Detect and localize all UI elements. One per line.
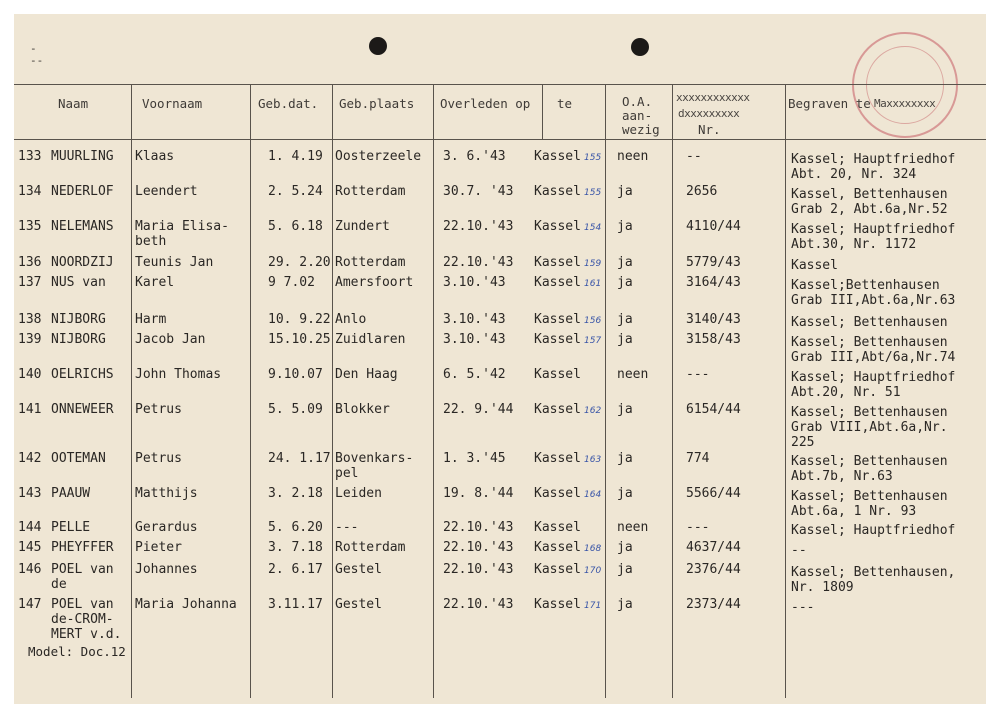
cell-te: Kassel <box>534 486 581 501</box>
cell-begraven: Kassel; Hauptfriedhof <box>791 370 956 385</box>
cell-te: Kassel <box>534 520 581 535</box>
row-number: 137 <box>18 275 42 290</box>
cell-gebplaats: Anlo <box>335 312 367 327</box>
cell-overleden: 3.10.'43 <box>443 332 506 347</box>
cell-aanwezig: ja <box>617 255 633 270</box>
form-model-label: Model: Doc.12 <box>28 644 126 659</box>
row-number: 146 <box>18 562 42 577</box>
handwritten-annotation: 159 <box>584 259 602 269</box>
cell-te: Kassel <box>534 402 581 417</box>
column-divider <box>332 84 333 698</box>
cell-begraven: Kassel, Bettenhausen <box>791 187 948 202</box>
header-struck-text: xxxxxxxxxxxx <box>676 91 750 104</box>
header-aan: aan- <box>622 108 653 123</box>
cell-te: Kassel <box>534 540 581 555</box>
cell-gebplaats: --- <box>335 520 359 535</box>
cell-aanwezig: ja <box>617 219 633 234</box>
row-number: 139 <box>18 332 42 347</box>
cell-voornaam: Johannes <box>135 562 198 577</box>
cell-gebplaats: Gestel <box>335 562 382 577</box>
cell-overleden: 3.10.'43 <box>443 312 506 327</box>
row-number: 134 <box>18 184 42 199</box>
cell-overleden: 19. 8.'44 <box>443 486 514 501</box>
handwritten-annotation: 154 <box>584 223 602 233</box>
cell-aanwezig: ja <box>617 275 633 290</box>
handwritten-annotation: 168 <box>584 544 602 554</box>
handwritten-annotation: 162 <box>584 406 602 416</box>
cell-begraven: Kassel; Bettenhausen <box>791 315 948 330</box>
cell-te: Kassel <box>534 275 581 290</box>
cell-gebplaats: Den Haag <box>335 367 398 382</box>
cell-gebdat: 5. 6.18 <box>268 219 323 234</box>
header-struck-text: Maxxxxxxxx <box>874 97 936 110</box>
header-top-rule <box>14 84 986 85</box>
handwritten-annotation: 163 <box>584 455 602 465</box>
cell-voornaam: Jacob Jan <box>135 332 206 347</box>
cell-naam: POEL van <box>51 597 114 612</box>
cell-gebdat: 2. 6.17 <box>268 562 323 577</box>
cell-nr: 2656 <box>686 184 718 199</box>
cell-aanwezig: neen <box>617 520 649 535</box>
cell-gebdat: 3.11.17 <box>268 597 323 612</box>
header-gebplaats: Geb.plaats <box>339 96 415 111</box>
column-divider <box>542 84 543 140</box>
cell-nr: 3164/43 <box>686 275 741 290</box>
cell-gebplaats: Rotterdam <box>335 184 406 199</box>
cell-voornaam: Petrus <box>135 451 182 466</box>
cell-te: Kassel <box>534 562 581 577</box>
handwritten-annotation: 155 <box>584 188 602 198</box>
cell-aanwezig: ja <box>617 184 633 199</box>
cell-begraven: Abt. 20, Nr. 324 <box>791 167 917 182</box>
cell-te: Kassel <box>534 149 581 164</box>
cell-naam: NIJBORG <box>51 312 106 327</box>
cell-naam: PELLE <box>51 520 91 535</box>
cell-begraven: 225 <box>791 435 815 450</box>
row-number: 140 <box>18 367 42 382</box>
margin-mark: - <box>30 42 37 55</box>
cell-nr: 3140/43 <box>686 312 741 327</box>
cell-overleden: 30.7. '43 <box>443 184 514 199</box>
row-number: 135 <box>18 219 42 234</box>
cell-te: Kassel <box>534 184 581 199</box>
cell-voornaam: Pieter <box>135 540 182 555</box>
cell-te: Kassel <box>534 312 581 327</box>
cell-naam: MERT v.d. <box>51 627 122 642</box>
cell-gebdat: 9 7.02 <box>268 275 315 290</box>
column-divider <box>605 84 606 698</box>
cell-voornaam: Gerardus <box>135 520 198 535</box>
cell-begraven: -- <box>791 543 807 558</box>
cell-gebdat: 29. 2.20 <box>268 255 331 270</box>
cell-begraven: Nr. 1809 <box>791 580 854 595</box>
cell-nr: 4110/44 <box>686 219 741 234</box>
cell-aanwezig: ja <box>617 540 633 555</box>
cell-nr: 2376/44 <box>686 562 741 577</box>
cell-te: Kassel <box>534 332 581 347</box>
header-oa: O.A. <box>622 94 653 109</box>
cell-voornaam: Harm <box>135 312 167 327</box>
cell-voornaam: Leendert <box>135 184 198 199</box>
cell-voornaam: Maria Johanna <box>135 597 237 612</box>
cell-begraven: Grab 2, Abt.6a,Nr.52 <box>791 202 948 217</box>
cell-nr: 3158/43 <box>686 332 741 347</box>
row-number: 133 <box>18 149 42 164</box>
handwritten-annotation: 161 <box>584 279 602 289</box>
handwritten-annotation: 157 <box>584 336 602 346</box>
cell-naam: PHEYFFER <box>51 540 114 555</box>
cell-naam: PAAUW <box>51 486 91 501</box>
archive-stamp <box>852 32 958 138</box>
header-bottom-rule <box>14 139 986 140</box>
punch-hole <box>369 37 387 55</box>
cell-naam: OELRICHS <box>51 367 114 382</box>
cell-gebplaats: Blokker <box>335 402 390 417</box>
cell-begraven: Abt.30, Nr. 1172 <box>791 237 917 252</box>
cell-begraven: Grab VIII,Abt.6a,Nr. <box>791 420 948 435</box>
cell-aanwezig: neen <box>617 367 649 382</box>
cell-naam: NOORDZIJ <box>51 255 114 270</box>
cell-begraven: Kassel; Bettenhausen <box>791 454 948 469</box>
cell-begraven: Kassel; Hauptfriedhof <box>791 222 956 237</box>
cell-overleden: 1. 3.'45 <box>443 451 506 466</box>
column-divider <box>672 84 673 698</box>
cell-begraven: Kassel; Hauptfriedhof <box>791 152 956 167</box>
cell-begraven: Kassel <box>791 258 838 273</box>
cell-gebdat: 24. 1.17 <box>268 451 331 466</box>
cell-aanwezig: ja <box>617 312 633 327</box>
cell-aanwezig: ja <box>617 451 633 466</box>
cell-aanwezig: ja <box>617 597 633 612</box>
cell-begraven: Kassel; Bettenhausen <box>791 335 948 350</box>
cell-gebdat: 10. 9.22 <box>268 312 331 327</box>
header-naam: Naam <box>58 96 89 111</box>
handwritten-annotation: 156 <box>584 316 602 326</box>
cell-begraven: Kassel; Bettenhausen <box>791 405 948 420</box>
cell-gebplaats: Leiden <box>335 486 382 501</box>
column-divider <box>250 84 251 698</box>
row-number: 142 <box>18 451 42 466</box>
cell-te: Kassel <box>534 219 581 234</box>
handwritten-annotation: 171 <box>584 601 602 611</box>
cell-voornaam: Maria Elisa- <box>135 219 229 234</box>
cell-gebdat: 9.10.07 <box>268 367 323 382</box>
column-divider <box>131 84 132 698</box>
cell-gebplaats: Rotterdam <box>335 255 406 270</box>
cell-naam: NEDERLOF <box>51 184 114 199</box>
cell-begraven: Abt.7b, Nr.63 <box>791 469 893 484</box>
cell-aanwezig: ja <box>617 562 633 577</box>
cell-naam: MUURLING <box>51 149 114 164</box>
cell-gebplaats: Zuidlaren <box>335 332 406 347</box>
cell-overleden: 6. 5.'42 <box>443 367 506 382</box>
cell-gebplaats: Rotterdam <box>335 540 406 555</box>
cell-nr: 5779/43 <box>686 255 741 270</box>
column-divider <box>433 84 434 698</box>
row-number: 136 <box>18 255 42 270</box>
cell-gebplaats: Oosterzeele <box>335 149 422 164</box>
cell-gebdat: 3. 7.18 <box>268 540 323 555</box>
handwritten-annotation: 170 <box>584 566 602 576</box>
cell-te: Kassel <box>534 451 581 466</box>
row-number: 145 <box>18 540 42 555</box>
cell-nr: 774 <box>686 451 710 466</box>
header-wezig: wezig <box>622 122 660 137</box>
cell-nr: 4637/44 <box>686 540 741 555</box>
cell-gebdat: 15.10.25 <box>268 332 331 347</box>
row-number: 147 <box>18 597 42 612</box>
cell-naam: NUS van <box>51 275 106 290</box>
cell-begraven: Grab III,Abt.6a,Nr.63 <box>791 293 956 308</box>
cell-begraven: Abt.6a, 1 Nr. 93 <box>791 504 917 519</box>
cell-naam: NELEMANS <box>51 219 114 234</box>
cell-overleden: 22.10.'43 <box>443 562 514 577</box>
cell-voornaam: John Thomas <box>135 367 222 382</box>
cell-aanwezig: ja <box>617 332 633 347</box>
cell-voornaam: beth <box>135 234 167 249</box>
cell-gebplaats: pel <box>335 466 359 481</box>
cell-naam: POEL van <box>51 562 114 577</box>
cell-voornaam: Teunis Jan <box>135 255 214 270</box>
row-number: 143 <box>18 486 42 501</box>
cell-naam: ONNEWEER <box>51 402 114 417</box>
cell-te: Kassel <box>534 597 581 612</box>
cell-overleden: 3. 6.'43 <box>443 149 506 164</box>
cell-te: Kassel <box>534 255 581 270</box>
cell-aanwezig: ja <box>617 402 633 417</box>
cell-aanwezig: neen <box>617 149 649 164</box>
header-struck-text: dxxxxxxxxx <box>678 107 740 120</box>
cell-gebplaats: Bovenkars- <box>335 451 414 466</box>
header-overleden-op: Overleden op <box>440 96 531 111</box>
punch-hole <box>631 38 649 56</box>
cell-begraven: Kassel; Hauptfriedhof <box>791 523 956 538</box>
cell-nr: -- <box>686 149 702 164</box>
cell-begraven: Kassel;Bettenhausen <box>791 278 940 293</box>
handwritten-annotation: 155 <box>584 153 602 163</box>
cell-gebdat: 5. 6.20 <box>268 520 323 535</box>
cell-overleden: 3.10.'43 <box>443 275 506 290</box>
cell-nr: --- <box>686 367 710 382</box>
cell-gebdat: 5. 5.09 <box>268 402 323 417</box>
header-begraven-te: Begraven te <box>788 96 871 111</box>
cell-naam: de-CROM- <box>51 612 114 627</box>
header-voornaam: Voornaam <box>142 96 203 111</box>
cell-overleden: 22.10.'43 <box>443 520 514 535</box>
cell-overleden: 22.10.'43 <box>443 255 514 270</box>
margin-mark: -- <box>30 54 44 67</box>
header-nr: Nr. <box>698 122 721 137</box>
cell-gebdat: 2. 5.24 <box>268 184 323 199</box>
column-divider <box>785 84 786 698</box>
cell-voornaam: Klaas <box>135 149 175 164</box>
cell-overleden: 22. 9.'44 <box>443 402 514 417</box>
cell-gebplaats: Zundert <box>335 219 390 234</box>
cell-voornaam: Matthijs <box>135 486 198 501</box>
cell-begraven: Kassel; Bettenhausen, <box>791 565 956 580</box>
cell-begraven: Abt.20, Nr. 51 <box>791 385 901 400</box>
cell-nr: --- <box>686 520 710 535</box>
cell-gebplaats: Amersfoort <box>335 275 414 290</box>
cell-naam: de <box>51 577 67 592</box>
cell-overleden: 22.10.'43 <box>443 540 514 555</box>
cell-overleden: 22.10.'43 <box>443 219 514 234</box>
cell-begraven: Kassel; Bettenhausen <box>791 489 948 504</box>
row-number: 138 <box>18 312 42 327</box>
row-number: 144 <box>18 520 42 535</box>
cell-voornaam: Petrus <box>135 402 182 417</box>
row-number: 141 <box>18 402 42 417</box>
cell-begraven: --- <box>791 600 815 615</box>
cell-naam: NIJBORG <box>51 332 106 347</box>
cell-naam: OOTEMAN <box>51 451 106 466</box>
header-te: te <box>557 96 573 111</box>
header-gebdat: Geb.dat. <box>258 96 319 111</box>
handwritten-annotation: 164 <box>584 490 602 500</box>
cell-voornaam: Karel <box>135 275 175 290</box>
cell-nr: 6154/44 <box>686 402 741 417</box>
cell-gebplaats: Gestel <box>335 597 382 612</box>
cell-overleden: 22.10.'43 <box>443 597 514 612</box>
cell-te: Kassel <box>534 367 581 382</box>
cell-nr: 2373/44 <box>686 597 741 612</box>
cell-begraven: Grab III,Abt/6a,Nr.74 <box>791 350 956 365</box>
cell-gebdat: 1. 4.19 <box>268 149 323 164</box>
cell-aanwezig: ja <box>617 486 633 501</box>
cell-gebdat: 3. 2.18 <box>268 486 323 501</box>
cell-nr: 5566/44 <box>686 486 741 501</box>
